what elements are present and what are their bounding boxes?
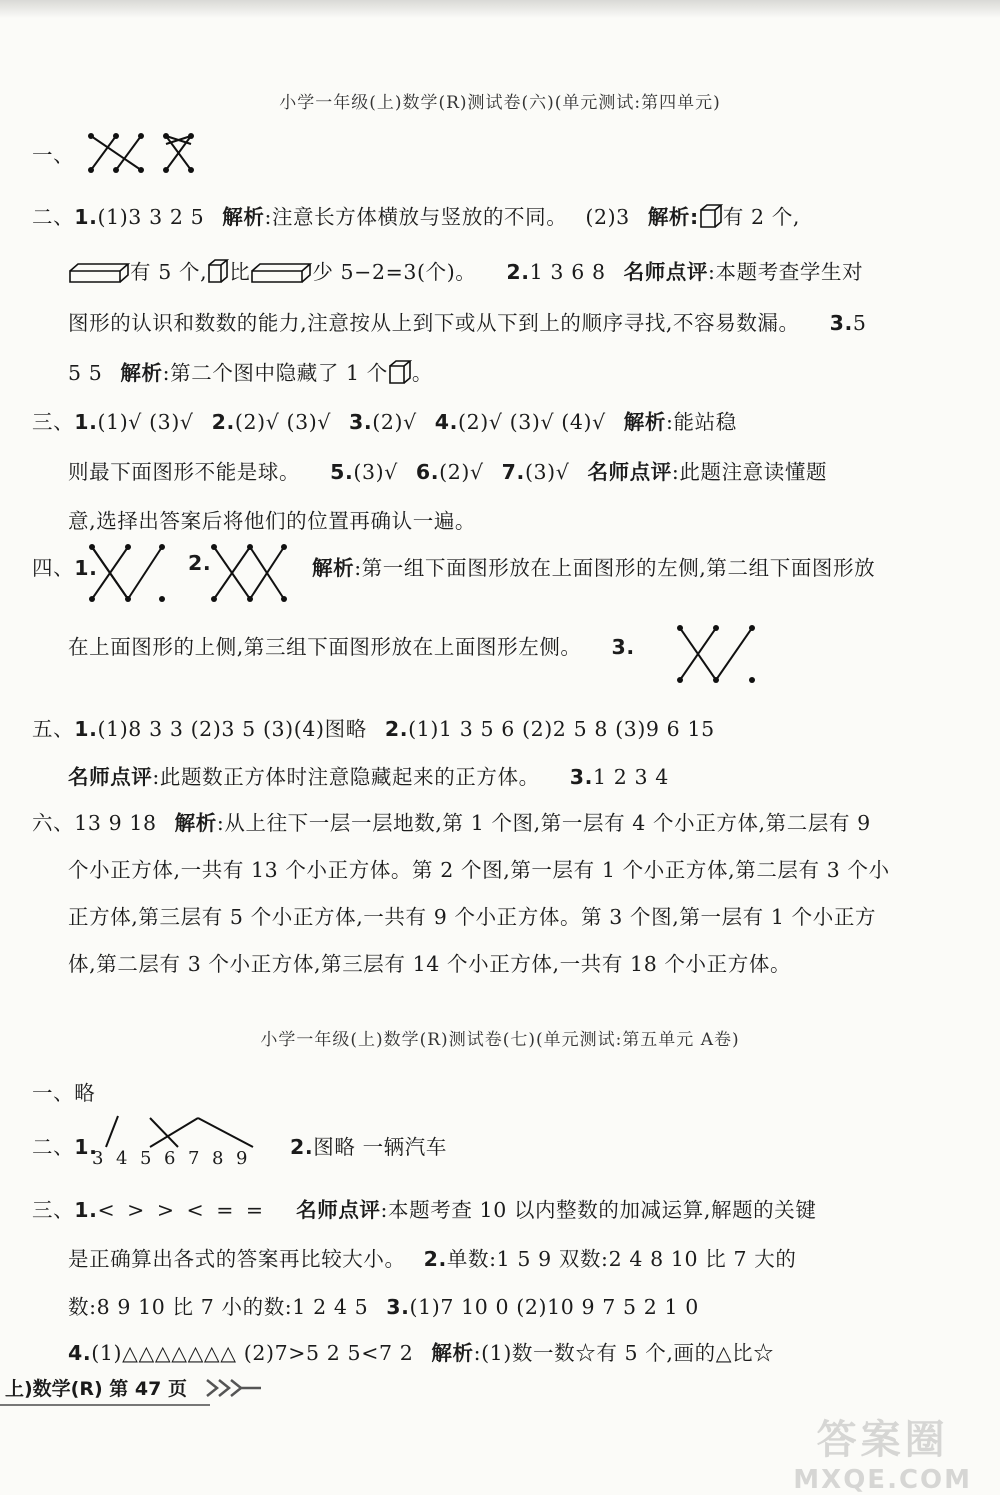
section-6-line-2 (68, 853, 890, 883)
analysis-text: :第二个图中隐藏了 1 个 (162, 361, 388, 385)
section-3-line-1 (32, 405, 737, 435)
q-number: 2. (506, 260, 530, 284)
teacher-comment-label: 名师点评 (296, 1198, 381, 1222)
answer-values: 略 (74, 1081, 96, 1105)
number-label: 3 (92, 1148, 105, 1169)
scan-edge (0, 0, 1000, 18)
q-number: 3. (611, 635, 635, 659)
watermark-url: MXQE.COM (793, 1465, 972, 1495)
section-2-label: 二、 (32, 205, 75, 229)
q-number: 4. (68, 1341, 92, 1365)
q-number: 3. (348, 410, 373, 434)
number-row-values (92, 1148, 260, 1169)
section-3-label: 三、 (32, 1198, 75, 1222)
q-number: 7. (501, 460, 525, 484)
answer-values: (2)√ (372, 410, 417, 434)
answer-values: 1 2 3 4 (592, 765, 669, 789)
analysis-text: 在上面图形的上侧,第三组下面图形放在上面图形左侧。 (68, 635, 582, 659)
answer-values: 图略 一辆汽车 (313, 1135, 447, 1159)
answer-values: 5 (852, 311, 867, 335)
section-2-line-2 (68, 255, 863, 285)
matching-lines-4-1 (88, 543, 168, 605)
answer-values: (1)7 10 0 (2)10 9 7 5 2 1 0 (409, 1295, 699, 1319)
analysis-text: 个小正方体,一共有 13 个小正方体。第 2 个图,第一层有 1 个小正方体,第二层有 3 个小 (68, 858, 890, 882)
number-label: 7 (188, 1148, 201, 1169)
test-title-7: 小学一年级(上)数学(R)测试卷(七)(单元测试:第五单元 A卷) (260, 1030, 740, 1050)
teacher-comment-label: 名师点评 (623, 260, 708, 284)
answer-values: < > > < = = (97, 1198, 267, 1222)
number-row (92, 1148, 260, 1169)
page-footer (0, 1370, 1000, 1404)
q-number: 1. (74, 1135, 98, 1159)
analysis-text: :从上往下一层一层地数,第 1 个图,第一层有 4 个小正方体,第二层有 9 (216, 811, 871, 835)
answer-values: 1 3 6 8 (529, 260, 606, 284)
colon: : (690, 205, 699, 229)
teacher-comment-text: :此题数正方体时注意隐藏起来的正方体。 (152, 765, 540, 789)
section-4-analysis (312, 551, 875, 581)
number-label: 6 (164, 1148, 177, 1169)
difference-text: 少 5−2=3(个)。 (312, 260, 477, 284)
answer-values: 数:8 9 10 比 7 小的数:1 2 4 5 (68, 1295, 369, 1319)
q-number: 3. (569, 765, 593, 789)
watermark-logo-text: 答案圈 (816, 1417, 949, 1463)
teacher-comment-text: 图形的认识和数数的能力,注意按从上到下或从下到上的顺序寻找,不容易数漏。 (68, 311, 800, 335)
analysis-text: :第一组下面图形放在上面图形的左侧,第二组下面图形放 (354, 556, 876, 580)
cube-icon (699, 203, 723, 229)
section-2-line-4 (68, 356, 433, 386)
section-4-q2 (188, 551, 211, 575)
answer-values: (1)△△△△△△△ (2)7>5 2 5<7 2 (91, 1341, 414, 1365)
analysis-label: 解析 (222, 205, 265, 229)
section-2-line-1 (32, 200, 800, 230)
answer-values: (3)√ (353, 460, 398, 484)
compare-word: 比 (229, 260, 251, 284)
answer-values: (2)3 (585, 205, 630, 229)
q-number: 1. (74, 410, 98, 434)
section-5-line-2 (68, 760, 669, 790)
analysis-label: 解析 (120, 361, 163, 385)
section-6-line-1 (32, 806, 871, 836)
analysis-label: 解析 (312, 556, 355, 580)
teacher-comment-text: :本题考查 10 以内整数的加减运算,解题的关键 (380, 1198, 817, 1222)
teacher-comment-text: 是正确算出各式的答案再比较大小。 (68, 1247, 406, 1271)
section-1 (32, 138, 74, 168)
matching-lines-4-3 (676, 624, 758, 686)
q-number: 3. (386, 1295, 410, 1319)
analysis-label: 解析 (623, 410, 666, 434)
section-5-label: 五、 (32, 717, 75, 741)
t7-section-2-q2 (290, 1130, 447, 1160)
period: 。 (411, 361, 434, 385)
analysis-text: 体,第二层有 3 个小正方体,第三层有 14 个小正方体,一共有 18 个小正方体。 (68, 952, 792, 976)
q-number: 4. (434, 410, 459, 434)
number-label: 8 (212, 1148, 225, 1169)
q-number: 2. (384, 717, 409, 741)
q-number: 1. (74, 1198, 98, 1222)
section-6-label: 六、 (32, 811, 75, 835)
test-title-6: 小学一年级(上)数学(R)测试卷(六)(单元测试:第四单元) (279, 93, 721, 113)
section-1-label: 一、 (32, 143, 75, 167)
q-number: 2. (211, 410, 235, 434)
t7-section-3-line-1 (32, 1193, 816, 1223)
q-number: 2. (290, 1135, 314, 1159)
section-5-line-1 (32, 712, 715, 742)
count-text: 有 5 个, (130, 260, 208, 284)
section-4-label: 四、 (32, 556, 75, 580)
q-number: 2. (423, 1247, 447, 1271)
teacher-comment-text: :此题注意读懂题 (671, 460, 828, 484)
q-number: 1. (74, 556, 98, 580)
number-label: 9 (236, 1148, 249, 1169)
t7-section-1 (32, 1076, 95, 1106)
section-3-line-3 (68, 504, 476, 534)
number-label: 5 (140, 1148, 153, 1169)
analysis-text: :注意长方体横放与竖放的不同。 (264, 205, 568, 229)
cuboid-vertical-icon (207, 258, 229, 284)
answer-values: (2)√ (3)√ (4)√ (458, 410, 606, 434)
count-text: 有 2 个, (722, 205, 801, 229)
section-3-label: 三、 (32, 410, 75, 434)
q-number: 1. (74, 205, 98, 229)
section-1-label: 一、 (32, 1081, 75, 1105)
cuboid-horizontal-icon (68, 262, 130, 284)
page-number: 上)数学(R) 第 47 页 (5, 1378, 187, 1400)
q-number: 2. (188, 551, 212, 575)
matching-lines-1 (85, 130, 205, 180)
analysis-text: :能站稳 (665, 410, 737, 434)
section-2-label: 二、 (32, 1135, 75, 1159)
teacher-comment-label: 名师点评 (587, 460, 672, 484)
analysis-text: :(1)数一数☆有 5 个,画的△比☆ (473, 1341, 775, 1365)
analysis-label: 解析 (647, 205, 691, 229)
answer-values: 13 9 18 (74, 811, 157, 835)
chevron-arrows-icon (205, 1376, 265, 1400)
answer-values: (1)8 3 3 (2)3 5 (3)(4)图略 (97, 717, 367, 741)
q-number: 1. (74, 717, 98, 741)
watermark (793, 1408, 972, 1495)
answer-values: (1)3 3 2 5 (97, 205, 205, 229)
t7-section-3-line-2 (68, 1242, 796, 1272)
number-label: 4 (116, 1148, 129, 1169)
q-number: 5. (330, 460, 354, 484)
q-number: 3. (829, 311, 853, 335)
footer-rule (0, 1404, 210, 1406)
answer-values: (3)√ (524, 460, 570, 484)
section-6-line-3 (68, 900, 876, 930)
cuboid-horizontal-icon (250, 262, 312, 284)
t7-section-3-line-4 (68, 1336, 774, 1366)
section-3-line-2 (68, 455, 827, 485)
answer-values: 5 5 (68, 361, 103, 385)
answer-values: (1)1 3 5 6 (2)2 5 8 (3)9 6 15 (408, 717, 715, 741)
section-6-line-4 (68, 947, 791, 977)
analysis-text: 正方体,第三层有 5 个小正方体,一共有 9 个小正方体。第 3 个图,第一层有 1 个小正方 (68, 905, 877, 929)
cube-icon (388, 359, 412, 385)
teacher-comment-text: 意,选择出答案后将他们的位置再确认一遍。 (68, 509, 477, 533)
answer-values: (1)√ (3)√ (97, 410, 194, 434)
matching-lines-4-2 (210, 543, 290, 605)
analysis-label: 解析 (174, 811, 217, 835)
analysis-label: 解析 (431, 1341, 474, 1365)
teacher-comment-label: 名师点评 (68, 765, 153, 789)
teacher-comment-text: :本题考查学生对 (708, 260, 864, 284)
q-number: 6. (415, 460, 440, 484)
answer-values: (2)√ (3)√ (234, 410, 331, 434)
t7-section-3-line-3 (68, 1290, 699, 1320)
section-2-line-3 (68, 306, 867, 336)
answer-values: 单数:1 5 9 双数:2 4 8 10 比 7 大的 (446, 1247, 797, 1271)
section-4-line-2 (68, 630, 635, 660)
analysis-text: 则最下面图形不能是球。 (68, 460, 301, 484)
answer-values: (2)√ (439, 460, 484, 484)
